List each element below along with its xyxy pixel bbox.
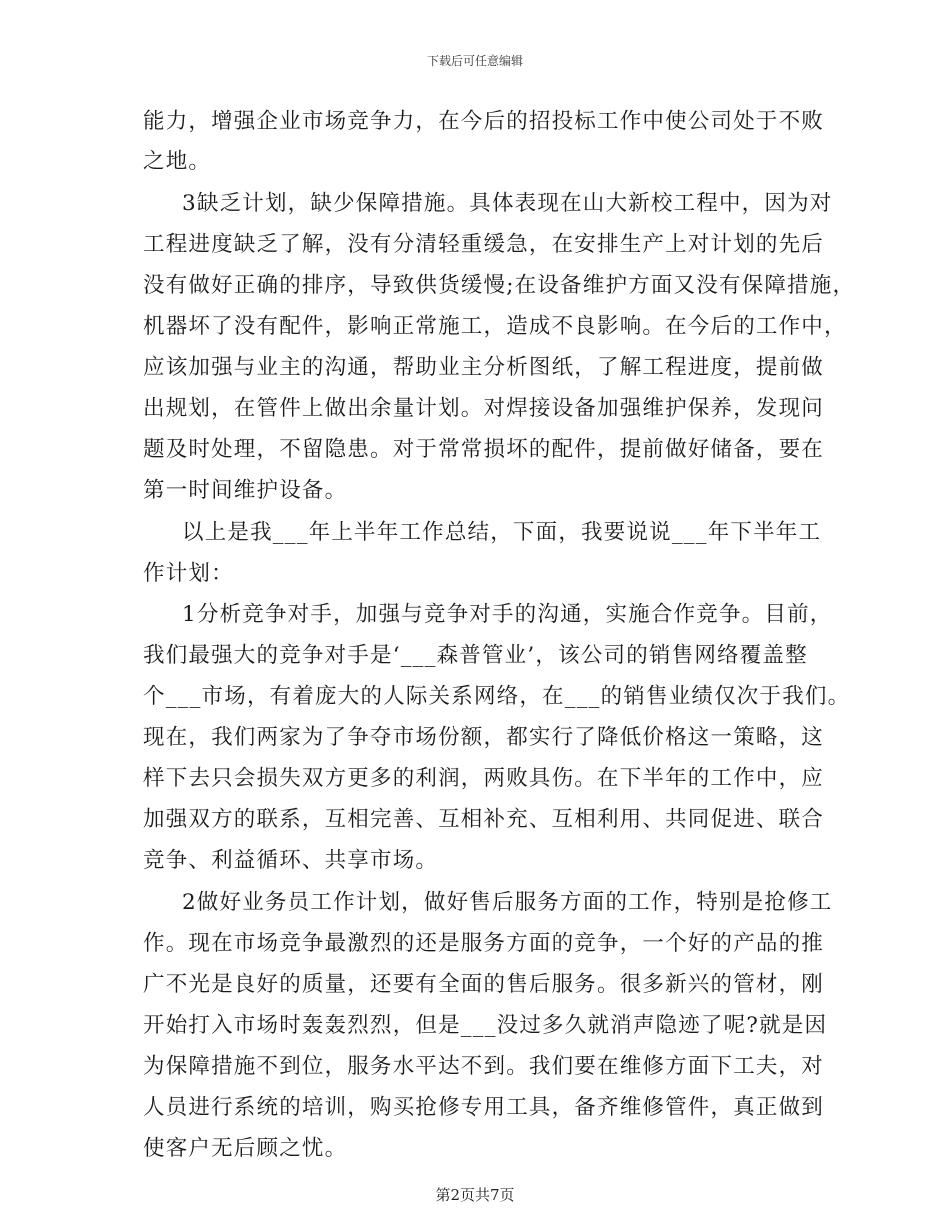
text-line: 作。现在市场竞争最激烈的还是服务方面的竞争，一个好的产品的推 — [143, 931, 825, 956]
text-line: 第一时间维护设备。 — [143, 478, 348, 503]
text-line: 题及时处理，不留隐患。对于常常损坏的配件，提前做好储备，要在 — [143, 437, 825, 462]
text-line: 样下去只会损失双方更多的利润，两败具伤。在下半年的工作中，应 — [143, 766, 825, 791]
text-line: 工程进度缺乏了解，没有分清轻重缓急，在安排生产上对计划的先后 — [143, 232, 825, 257]
text-line: 应该加强与业主的沟通，帮助业主分析图纸，了解工程进度，提前做 — [143, 355, 825, 380]
text-line: 为保障措施不到位，服务水平达不到。我们要在维修方面下工夫，对 — [143, 1054, 825, 1079]
text-line: 使客户无后顾之忧。 — [143, 1136, 348, 1161]
text-line: 机器坏了没有配件，影响正常施工，造成不良影响。在今后的工作中， — [143, 314, 847, 339]
header-note: 下载后可任意编辑 — [426, 54, 523, 68]
text-line: 人员进行系统的培训，购买抢修专用工具，备齐维修管件，真正做到 — [143, 1095, 825, 1120]
text-line: 出规划，在管件上做出余量计划。对焊接设备加强维护保养，发现问 — [143, 396, 825, 421]
text-line: 没有做好正确的排序，导致供货缓慢;在设备维护方面又没有保障措施， — [143, 273, 856, 298]
text-line: 之地。 — [143, 149, 212, 174]
text-line: 以上是我___年上半年工作总结，下面，我要说说___年下半年工 — [182, 520, 822, 545]
text-line: 个___市场，有着庞大的人际关系网络，在___的销售业绩仅次于我们。 — [143, 684, 851, 709]
text-line: 开始打入市场时轰轰烈烈，但是___没过多久就消声隐迹了呢?就是因 — [143, 1013, 828, 1038]
text-line: 3缺乏计划，缺少保障措施。具体表现在山大新校工程中，因为对 — [182, 191, 833, 216]
page-number: 第2页共7页 — [435, 1186, 515, 1204]
text-line: 现在，我们两家为了争夺市场份额，都实行了降低价格这一策略，这 — [143, 725, 825, 750]
text-line: 我们最强大的竞争对手是‘___森普管业’，该公司的销售网络覆盖整 — [143, 643, 808, 668]
text-line: 作计划： — [143, 561, 234, 586]
text-line: 1分析竞争对手，加强与竞争对手的沟通，实施合作竞争。目前， — [182, 602, 833, 627]
text-line: 能力，增强企业市场竞争力，在今后的招投标工作中使公司处于不败 — [143, 109, 825, 134]
text-line: 广不光是良好的质量，还要有全面的售后服务。很多新兴的管材，刚 — [143, 972, 825, 997]
text-line: 2做好业务员工作计划，做好售后服务方面的工作，特别是抢修工 — [182, 890, 833, 915]
text-line: 竞争、利益循环、共享市场。 — [143, 848, 439, 873]
text-line: 加强双方的联系，互相完善、互相补充、互相利用、共同促进、联合 — [143, 807, 825, 832]
